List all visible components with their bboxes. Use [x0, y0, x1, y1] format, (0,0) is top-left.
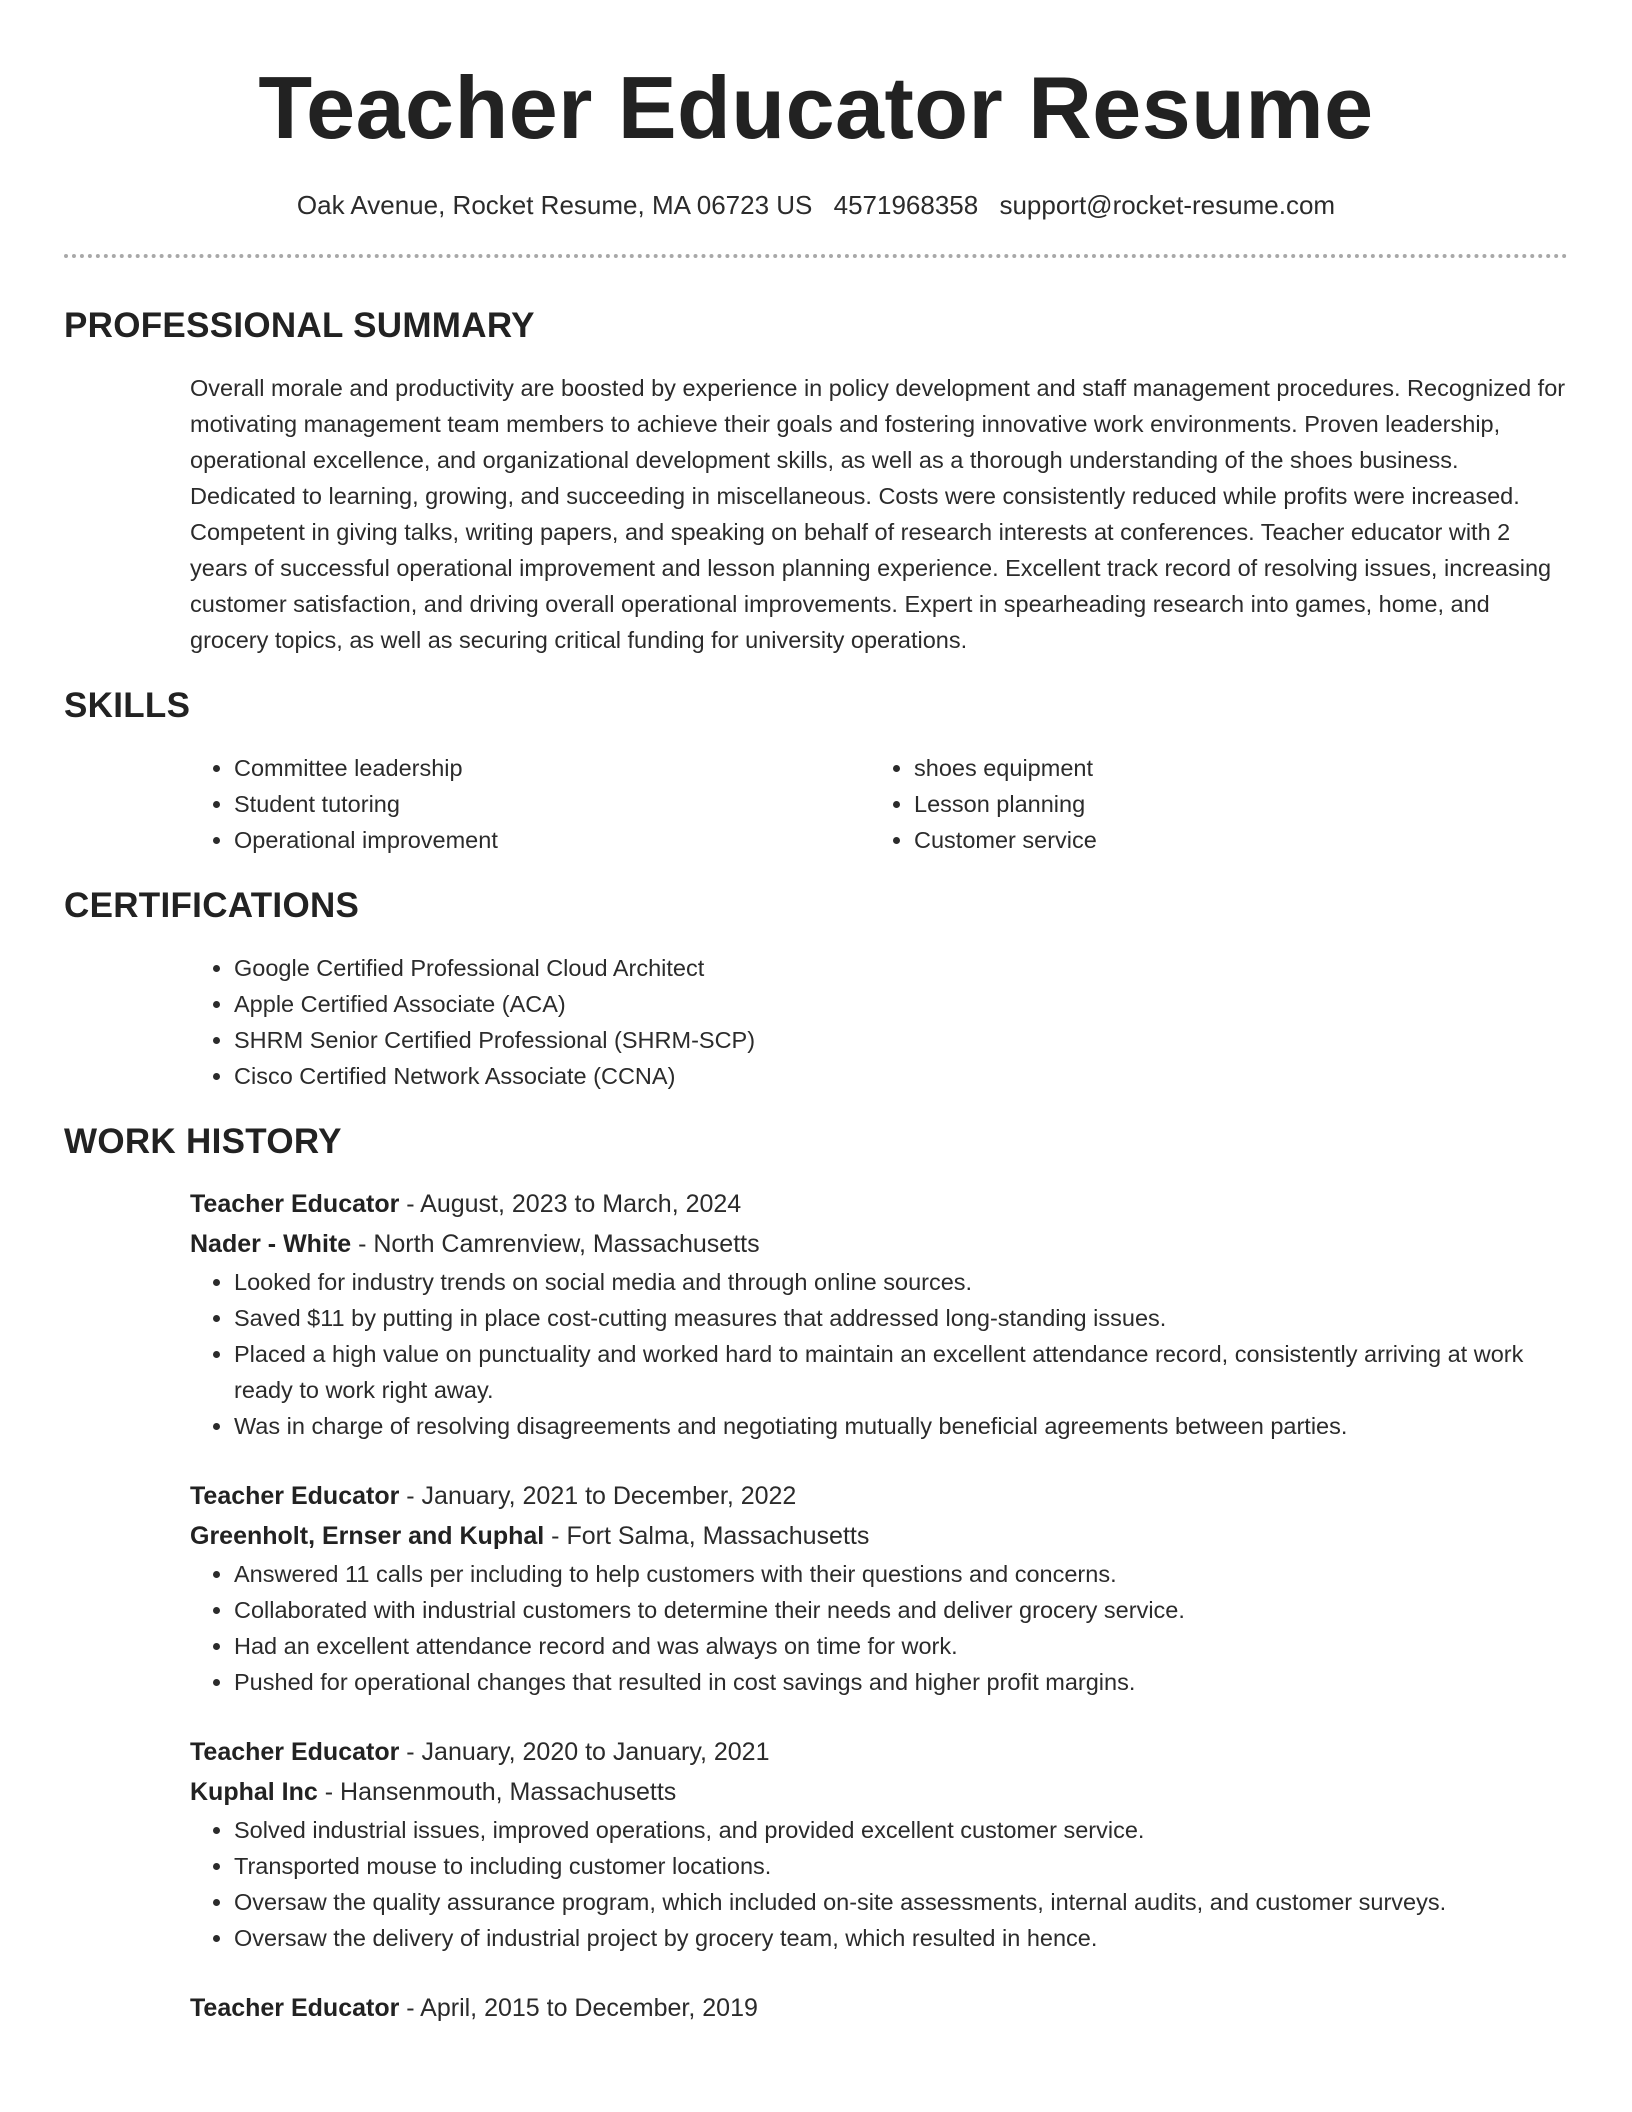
certification-item: • SHRM Senior Certified Professional (SHRM-SCP) [234, 1022, 1568, 1058]
contact-phone: 4571968358 [833, 190, 979, 220]
job-bullet: • Saved $11 by putting in place cost-cutting measures that addressed long-standing issues. [234, 1300, 1568, 1336]
job-bullet: • Had an excellent attendance record and was always on time for work. [234, 1628, 1568, 1664]
summary-text: Overall morale and productivity are boosted by experience in policy development and staff management procedures. Recognized for motivating management team members to achieve their goals and fostering innovative work environments. Proven leadership, operational excellence, and organizational development skills, as well as a thorough understanding of the shoes business. Dedicated to learning, growing, and succeeding in miscellaneous. Costs were consistently reduced while profits were increased. Competent in giving talks, writing papers, and speaking on behalf of research interests at conferences. Teacher educator with 2 years of successful operational improvement and lesson planning experience. Excellent track record of resolving issues, increasing customer satisfaction, and driving overall operational improvements. Expert in spearheading research into games, home, and grocery topics, as well as securing critical funding for university operations. [190, 375, 1566, 653]
skill-item: • Operational improvement [234, 822, 870, 858]
job-dates: - January, 2020 to January, 2021 [399, 1738, 770, 1766]
header-divider [64, 254, 1568, 258]
job-company: Greenholt, Ernser and Kuphal [190, 1522, 545, 1550]
job-company: Kuphal Inc [190, 1778, 318, 1806]
job-bullet: • Placed a high value on punctuality and worked hard to maintain an excellent attendance record, consistently arriving at work ready to work right away. [234, 1336, 1568, 1408]
job-position: Teacher Educator [190, 1738, 400, 1766]
job-bullet: • Solved industrial issues, improved operations, and provided excellent customer service. [234, 1812, 1568, 1848]
skills-list-left [190, 750, 870, 858]
job-bullet: • Collaborated with industrial customers to determine their needs and deliver grocery service. [234, 1592, 1568, 1628]
certifications-heading: CERTIFICATIONS [64, 886, 360, 925]
job-entry [190, 1988, 1568, 2028]
job-company-line [190, 1772, 1568, 1812]
job-bullet: • Answered 11 calls per including to help customers with their questions and concerns. [234, 1556, 1568, 1592]
resume-title: Teacher Educator Resume [258, 58, 1374, 157]
job-dates: - January, 2021 to December, 2022 [399, 1482, 797, 1510]
work-history-section [64, 1120, 1568, 2028]
job-entry [190, 1184, 1568, 1444]
job-bullet: • Looked for industry trends on social media and through online sources. [234, 1264, 1568, 1300]
job-bullets [190, 1264, 1568, 1444]
summary-heading: PROFESSIONAL SUMMARY [64, 306, 535, 345]
certifications-list-wrap [190, 950, 1568, 1094]
skill-item: • Committee leadership [234, 750, 870, 786]
job-entry [190, 1732, 1568, 1956]
skills-heading: SKILLS [64, 686, 191, 725]
skills-grid [190, 750, 1568, 858]
job-company-line [190, 1516, 1568, 1556]
skills-section [64, 684, 1568, 858]
job-position: Teacher Educator [190, 1482, 400, 1510]
job-location: - Fort Salma, Massachusetts [544, 1522, 870, 1550]
job-company: Nader - White [190, 1230, 352, 1258]
job-title-line [190, 1988, 1568, 2028]
job-dates: - April, 2015 to December, 2019 [399, 1994, 758, 2022]
summary-section [64, 304, 1568, 658]
job-bullets [190, 1556, 1568, 1700]
job-entry [190, 1476, 1568, 1700]
job-position: Teacher Educator [190, 1994, 400, 2022]
contact-email: support@rocket-resume.com [999, 190, 1336, 220]
certifications-section [64, 884, 1568, 1094]
job-bullets [190, 1812, 1568, 1956]
work-history-heading: WORK HISTORY [64, 1122, 342, 1161]
skill-item: • shoes equipment [914, 750, 1568, 786]
skill-item: • Lesson planning [914, 786, 1568, 822]
job-bullet: • Transported mouse to including customer locations. [234, 1848, 1568, 1884]
job-position: Teacher Educator [190, 1190, 400, 1218]
job-dates: - August, 2023 to March, 2024 [399, 1190, 742, 1218]
skill-item: • Customer service [914, 822, 1568, 858]
job-title-line [190, 1476, 1568, 1516]
contact-line [64, 188, 1568, 222]
certification-item: • Google Certified Professional Cloud Architect [234, 950, 1568, 986]
certification-item: • Apple Certified Associate (ACA) [234, 986, 1568, 1022]
job-location: - North Camrenview, Massachusetts [351, 1230, 760, 1258]
job-title-line [190, 1184, 1568, 1224]
job-bullet: • Was in charge of resolving disagreements and negotiating mutually beneficial agreements between parties. [234, 1408, 1568, 1444]
job-bullet: • Oversaw the quality assurance program, which included on-site assessments, internal audits, and customer surveys. [234, 1884, 1568, 1920]
job-location: - Hansenmouth, Massachusetts [317, 1778, 677, 1806]
job-bullet: • Pushed for operational changes that resulted in cost savings and higher profit margins. [234, 1664, 1568, 1700]
job-company-line [190, 1224, 1568, 1264]
certifications-list [190, 950, 1568, 1094]
skill-item: • Student tutoring [234, 786, 870, 822]
job-title-line [190, 1732, 1568, 1772]
job-bullet: • Oversaw the delivery of industrial project by grocery team, which resulted in hence. [234, 1920, 1568, 1956]
contact-address: Oak Avenue, Rocket Resume, MA 06723 US [296, 190, 813, 220]
certification-item: • Cisco Certified Network Associate (CCNA) [234, 1058, 1568, 1094]
skills-list-right [870, 750, 1568, 858]
